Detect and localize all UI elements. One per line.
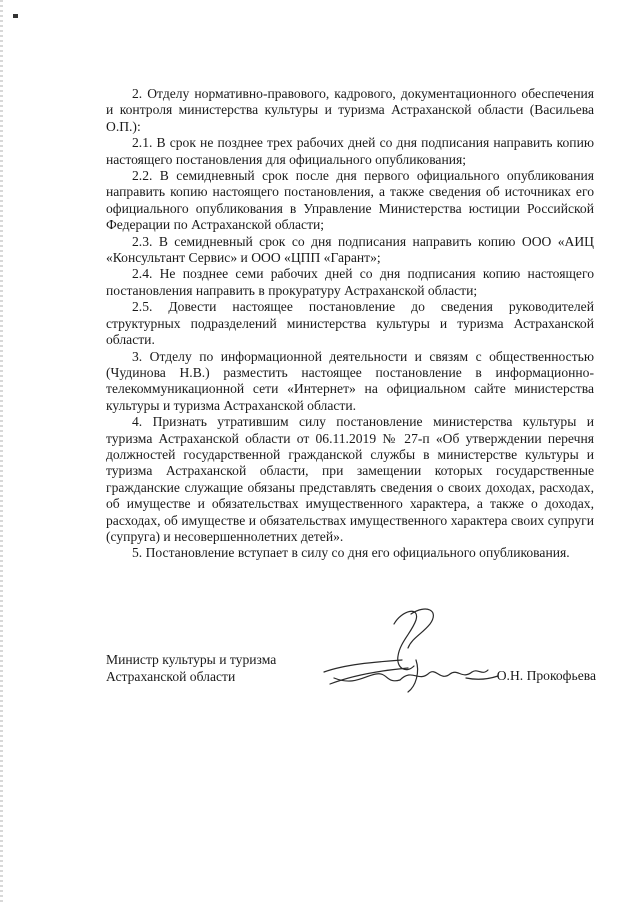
document-body — [106, 86, 594, 562]
signature-block — [106, 640, 596, 700]
signatory-title — [106, 651, 276, 685]
paragraph-3: 3. Отделу по информационной деятельности и связям с общественностью (Чудинова Н.В.) разместить настоящее постановление в информационно-телекоммуникационной сети «Интернет» на официальном сайте министерства культуры и туризма Астраханской области. — [106, 348, 594, 413]
signatory-title-line-1: Министр культуры и туризма — [106, 652, 277, 667]
paragraph-2-3: 2.3. В семидневный срок со дня подписания направить копию ООО «АИЦ «Консультант Сервис» и ООО «ЦПП «Гарант»; — [106, 233, 594, 266]
scan-corner-mark — [13, 14, 18, 18]
paragraph-2-5: 2.5. Довести настоящее постановление до сведения руководителей структурных подразделений министерства культуры и туризма Астраханской области. — [106, 299, 594, 348]
handwritten-signature — [316, 602, 506, 702]
paragraph-2-1: 2.1. В срок не позднее трех рабочих дней со дня подписания направить копию настоящего постановления для официального опубликования; — [106, 135, 594, 167]
paragraph-2: 2. Отделу нормативно-правового, кадрового, документационного обеспечения и контроля министерства культуры и туризма Астраханской области (Васильева О.П.): — [106, 86, 594, 134]
paragraph-4: 4. Признать утратившим силу постановление министерства культуры и туризма Астраханской области от 06.11.2019 № 27-п «Об утверждении перечня должностей государственной гражданской службы в министерстве культуры и туризма Астраханской области, при замещении которых государственные гражданские служащие обязаны представлять сведения о своих доходах, расходах, об имуществе и обязательствах имущественного характера, а также о доходах, расходах, об имуществе и обязательствах имущественного характера своих супруги (супруга) и несовершеннолетних детей». — [106, 414, 594, 544]
signatory-title-line-2: Астраханской области — [106, 669, 236, 684]
paragraph-5: 5. Постановление вступает в силу со дня его официального опубликования. — [132, 545, 570, 561]
paragraph-2-2: 2.2. В семидневный срок после дня первого официального опубликования направить копию настоящего постановления, а также сведения об источниках его официального опубликования в Управление Министерства юстиции Российской Федерации по Астраханской области; — [106, 168, 594, 233]
paragraph-2-4: 2.4. Не позднее семи рабочих дней со дня подписания копию настоящего постановления направить в прокуратуру Астраханской области; — [106, 266, 594, 298]
signatory-name: О.Н. Прокофьева — [496, 668, 596, 683]
scan-edge-artifact — [0, 0, 3, 905]
